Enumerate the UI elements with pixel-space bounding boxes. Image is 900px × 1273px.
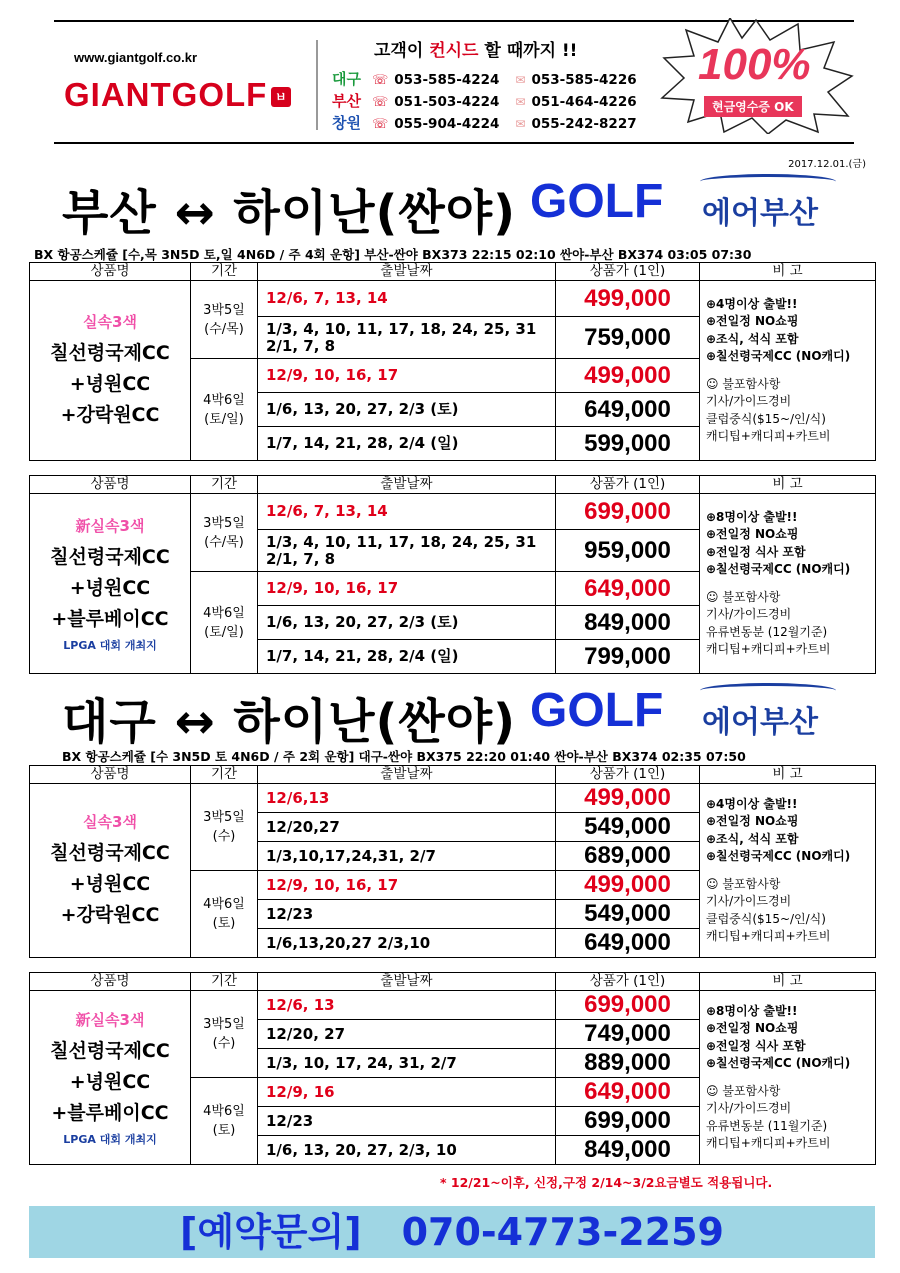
course-line: 칠선령국제CC [50, 841, 170, 864]
price-cell: 649,000 [556, 929, 700, 958]
included-item: ⊕8명이상 출발!! [706, 509, 798, 524]
branch-tel[interactable]: 053-585-4224 [394, 72, 500, 88]
section-title-busan [62, 174, 862, 241]
course-line: +강락원CC [60, 903, 160, 926]
period-cell: 4박6일 (토/일) [191, 359, 258, 461]
price-cell: 699,000 [556, 494, 700, 530]
excluded-item: 캐디팁+캐디피+카트비 [706, 642, 831, 656]
price-cell: 549,000 [556, 900, 700, 929]
lpga-note: LPGA 대회 개최지 [63, 1132, 157, 1146]
included-item: ⊕전일정 식사 포함 [706, 544, 806, 559]
header-banner [54, 20, 854, 144]
excluded-item: 기사/가이드경비 [706, 607, 792, 621]
column-header: 상품명 [30, 476, 191, 494]
departure-dates: 1/3, 4, 10, 11, 17, 18, 24, 25, 31 2/1, 7, 8 [258, 317, 556, 359]
departure-dates: 12/6, 13 [258, 991, 556, 1020]
price-cell: 499,000 [556, 871, 700, 900]
course-line: +녕원CC [69, 576, 151, 599]
phone-icon: ☏ [372, 73, 389, 88]
included-item: ⊕전일정 식사 포함 [706, 1038, 806, 1053]
flight-schedule: BX 항공스케쥴 [수,목 3N5D 토,일 4N6D / 주 4회 운항] 부산-싼야 BX373 22:15 02:10 싼야-부산 BX374 03:05 07:30 [34, 247, 752, 262]
course-line: +녕원CC [69, 872, 151, 895]
price-cell: 499,000 [556, 359, 700, 393]
tagline: 고객이 컨시드 할 때까지 !! [374, 41, 578, 61]
branch-fax: 055-242-8227 [531, 116, 637, 132]
included-item: ⊕4명이상 출발!! [706, 296, 798, 311]
badge-percent: 100% [698, 40, 811, 89]
departure-dates: 1/7, 14, 21, 28, 2/4 (일) [258, 640, 556, 674]
product-name-cell [30, 991, 191, 1165]
column-header: 출발날짜 [258, 973, 556, 991]
route-title: 부산 ↔ 하이난(싼야) [62, 185, 517, 241]
departure-dates: 12/23 [258, 1107, 556, 1136]
remarks-cell [700, 281, 876, 461]
price-cell: 689,000 [556, 842, 700, 871]
column-header: 기간 [191, 973, 258, 991]
course-line: +강락원CC [60, 403, 160, 426]
column-header: 기간 [191, 766, 258, 784]
column-header: 비 고 [700, 263, 876, 281]
departure-dates: 12/6,13 [258, 784, 556, 813]
excluded-item: 기사/가이드경비 [706, 394, 792, 408]
excluded-title: ☺ 불포함사항 [706, 376, 781, 391]
excluded-item: 기사/가이드경비 [706, 1101, 792, 1115]
column-header: 비 고 [700, 766, 876, 784]
golf-label: GOLF [530, 684, 664, 737]
price-cell: 649,000 [556, 572, 700, 606]
package-table [29, 475, 876, 674]
branch-city: 창원 [332, 114, 361, 132]
remarks-cell [700, 991, 876, 1165]
branch-tel[interactable]: 051-503-4224 [394, 94, 500, 110]
fax-icon: ✉ [515, 95, 526, 109]
column-header: 상품명 [30, 263, 191, 281]
included-item: ⊕조식, 석식 포함 [706, 831, 799, 846]
departure-dates: 1/6, 13, 20, 27, 2/3, 10 [258, 1136, 556, 1165]
golf-label: GOLF [530, 175, 664, 228]
course-line: +녕원CC [69, 372, 151, 395]
departure-dates: 12/20, 27 [258, 1020, 556, 1049]
departure-dates: 1/6, 13, 20, 27, 2/3 (토) [258, 393, 556, 427]
branch-row-changwon [332, 112, 637, 134]
excluded-item: 캐디팁+캐디피+카트비 [706, 929, 831, 943]
excluded-title: ☺ 불포함사항 [706, 876, 781, 891]
contact-label: [예약문의] [180, 1210, 362, 1254]
price-cell: 699,000 [556, 1107, 700, 1136]
price-cell: 699,000 [556, 991, 700, 1020]
column-header: 상품명 [30, 766, 191, 784]
column-header: 상품가 (1인) [556, 766, 700, 784]
period-cell: 3박5일 (수/목) [191, 494, 258, 572]
table-row [30, 991, 876, 1020]
price-cell: 749,000 [556, 1020, 700, 1049]
price-cell: 849,000 [556, 1136, 700, 1165]
period-cell: 4박6일 (토) [191, 1078, 258, 1165]
excluded-item: 캐디팁+캐디피+카트비 [706, 429, 831, 443]
contact-phone[interactable]: 070-4773-2259 [401, 1210, 724, 1254]
included-item: ⊕4명이상 출발!! [706, 796, 798, 811]
remarks-cell [700, 784, 876, 958]
included-item: ⊕전일정 NO쇼핑 [706, 1021, 799, 1035]
branch-row-busan [332, 90, 637, 112]
course-line: 칠선령국제CC [50, 341, 170, 364]
departure-dates: 1/7, 14, 21, 28, 2/4 (일) [258, 427, 556, 461]
product-tag: 新실속3색 [75, 516, 145, 535]
included-item: ⊕전일정 NO쇼핑 [706, 314, 799, 328]
route-title: 대구 ↔ 하이난(싼야) [62, 694, 517, 750]
badge-subtitle: 현금영수증 OK [704, 96, 802, 117]
departure-dates: 1/3, 10, 17, 24, 31, 2/7 [258, 1049, 556, 1078]
price-cell: 889,000 [556, 1049, 700, 1078]
table-header-row [30, 973, 876, 991]
included-item: ⊕칠선령국제CC (NO캐디) [706, 849, 851, 863]
branch-fax: 053-585-4226 [531, 72, 637, 88]
product-name-cell [30, 281, 191, 461]
departure-dates: 12/20,27 [258, 813, 556, 842]
included-item: ⊕칠선령국제CC (NO캐디) [706, 1056, 851, 1070]
column-header: 출발날짜 [258, 476, 556, 494]
price-cell: 499,000 [556, 784, 700, 813]
excluded-item: 기사/가이드경비 [706, 894, 792, 908]
phone-icon: ☏ [372, 117, 389, 132]
issue-date: 2017.12.01.(금) [788, 159, 866, 170]
period-cell: 3박5일 (수/목) [191, 281, 258, 359]
price-cell: 649,000 [556, 393, 700, 427]
table-header-row [30, 263, 876, 281]
remarks-cell [700, 494, 876, 674]
branch-fax: 051-464-4226 [531, 94, 637, 110]
departure-dates: 12/9, 16 [258, 1078, 556, 1107]
price-cell: 959,000 [556, 530, 700, 572]
receipt-badge [658, 18, 854, 134]
branch-tel[interactable]: 055-904-4224 [394, 116, 500, 132]
fax-icon: ✉ [515, 117, 526, 131]
fax-icon: ✉ [515, 73, 526, 87]
departure-dates: 12/9, 10, 16, 17 [258, 359, 556, 393]
departure-dates: 12/23 [258, 900, 556, 929]
website-url[interactable]: www.giantgolf.co.kr [74, 50, 198, 65]
included-item: ⊕전일정 NO쇼핑 [706, 527, 799, 541]
column-header: 기간 [191, 476, 258, 494]
departure-dates: 1/3,10,17,24,31, 2/7 [258, 842, 556, 871]
branch-city: 대구 [332, 70, 361, 88]
excluded-item: 클럽중식($15~/인/식) [706, 911, 826, 926]
price-cell: 549,000 [556, 813, 700, 842]
price-cell: 499,000 [556, 281, 700, 317]
price-cell: 799,000 [556, 640, 700, 674]
excluded-item: 유류변동분 (11월기준) [706, 1118, 828, 1133]
excluded-item: 캐디팁+캐디피+카트비 [706, 1136, 831, 1150]
included-item: ⊕칠선령국제CC (NO캐디) [706, 349, 851, 363]
period-cell: 3박5일 (수) [191, 784, 258, 871]
branch-city: 부산 [332, 92, 361, 110]
column-header: 기간 [191, 263, 258, 281]
departure-dates: 12/6, 7, 13, 14 [258, 281, 556, 317]
departure-dates: 12/9, 10, 16, 17 [258, 572, 556, 606]
price-cell: 599,000 [556, 427, 700, 461]
departure-dates: 12/6, 7, 13, 14 [258, 494, 556, 530]
price-cell: 849,000 [556, 606, 700, 640]
period-cell: 4박6일 (토) [191, 871, 258, 958]
price-cell: 649,000 [556, 1078, 700, 1107]
product-tag: 실속3색 [83, 312, 137, 331]
included-item: ⊕전일정 NO쇼핑 [706, 814, 799, 828]
departure-dates: 1/6,13,20,27 2/3,10 [258, 929, 556, 958]
branch-row-daegu [332, 68, 637, 90]
column-header: 상품가 (1인) [556, 476, 700, 494]
table-header-row [30, 766, 876, 784]
column-header: 출발날짜 [258, 263, 556, 281]
header-divider [316, 40, 318, 130]
excluded-title: ☺ 불포함사항 [706, 589, 781, 604]
product-tag: 실속3색 [83, 812, 137, 831]
package-table [29, 972, 876, 1165]
airline-logo: 에어부산 [702, 188, 818, 232]
course-line: +블루베이CC [51, 1101, 169, 1124]
table-row [30, 494, 876, 530]
departure-dates: 12/9, 10, 16, 17 [258, 871, 556, 900]
departure-dates: 1/6, 13, 20, 27, 2/3 (토) [258, 606, 556, 640]
column-header: 상품명 [30, 973, 191, 991]
table-header-row [30, 476, 876, 494]
airline-logo: 에어부산 [702, 697, 818, 741]
package-table [29, 262, 876, 461]
logo-mark-icon: ㅂ [271, 87, 291, 107]
package-table [29, 765, 876, 958]
column-header: 상품가 (1인) [556, 263, 700, 281]
excluded-item: 유류변동분 (12월기준) [706, 624, 828, 639]
product-tag: 新실속3색 [75, 1010, 145, 1029]
reservation-bar [29, 1206, 875, 1258]
excluded-item: 클럽중식($15~/인/식) [706, 411, 826, 426]
course-line: 칠선령국제CC [50, 545, 170, 568]
column-header: 비 고 [700, 973, 876, 991]
product-name-cell [30, 784, 191, 958]
price-cell: 759,000 [556, 317, 700, 359]
branch-phone-list [332, 68, 637, 134]
table-row [30, 281, 876, 317]
period-cell: 4박6일 (토/일) [191, 572, 258, 674]
product-name-cell [30, 494, 191, 674]
course-line: +녕원CC [69, 1070, 151, 1093]
period-cell: 3박5일 (수) [191, 991, 258, 1078]
course-line: 칠선령국제CC [50, 1039, 170, 1062]
column-header: 출발날짜 [258, 766, 556, 784]
surcharge-footnote: * 12/21~이후, 신정,구정 2/14~3/2요금별도 적용됩니다. [440, 1175, 773, 1190]
flight-schedule: BX 항공스케쥴 [수 3N5D 토 4N6D / 주 2회 운항] 대구-싼야 BX375 22:20 01:40 싼야-부산 BX374 02:35 07:50 [62, 749, 746, 764]
course-line: +블루베이CC [51, 607, 169, 630]
phone-icon: ☏ [372, 95, 389, 110]
included-item: ⊕칠선령국제CC (NO캐디) [706, 562, 851, 576]
departure-dates: 1/3, 4, 10, 11, 17, 18, 24, 25, 31 2/1, 7, 8 [258, 530, 556, 572]
excluded-title: ☺ 불포함사항 [706, 1083, 781, 1098]
section-title-daegu [62, 683, 862, 750]
column-header: 상품가 (1인) [556, 973, 700, 991]
included-item: ⊕조식, 석식 포함 [706, 331, 799, 346]
giantgolf-logo: GIANTGOLF ㅂ [64, 76, 291, 114]
table-row [30, 784, 876, 813]
included-item: ⊕8명이상 출발!! [706, 1003, 798, 1018]
column-header: 비 고 [700, 476, 876, 494]
lpga-note: LPGA 대회 개최지 [63, 638, 157, 652]
